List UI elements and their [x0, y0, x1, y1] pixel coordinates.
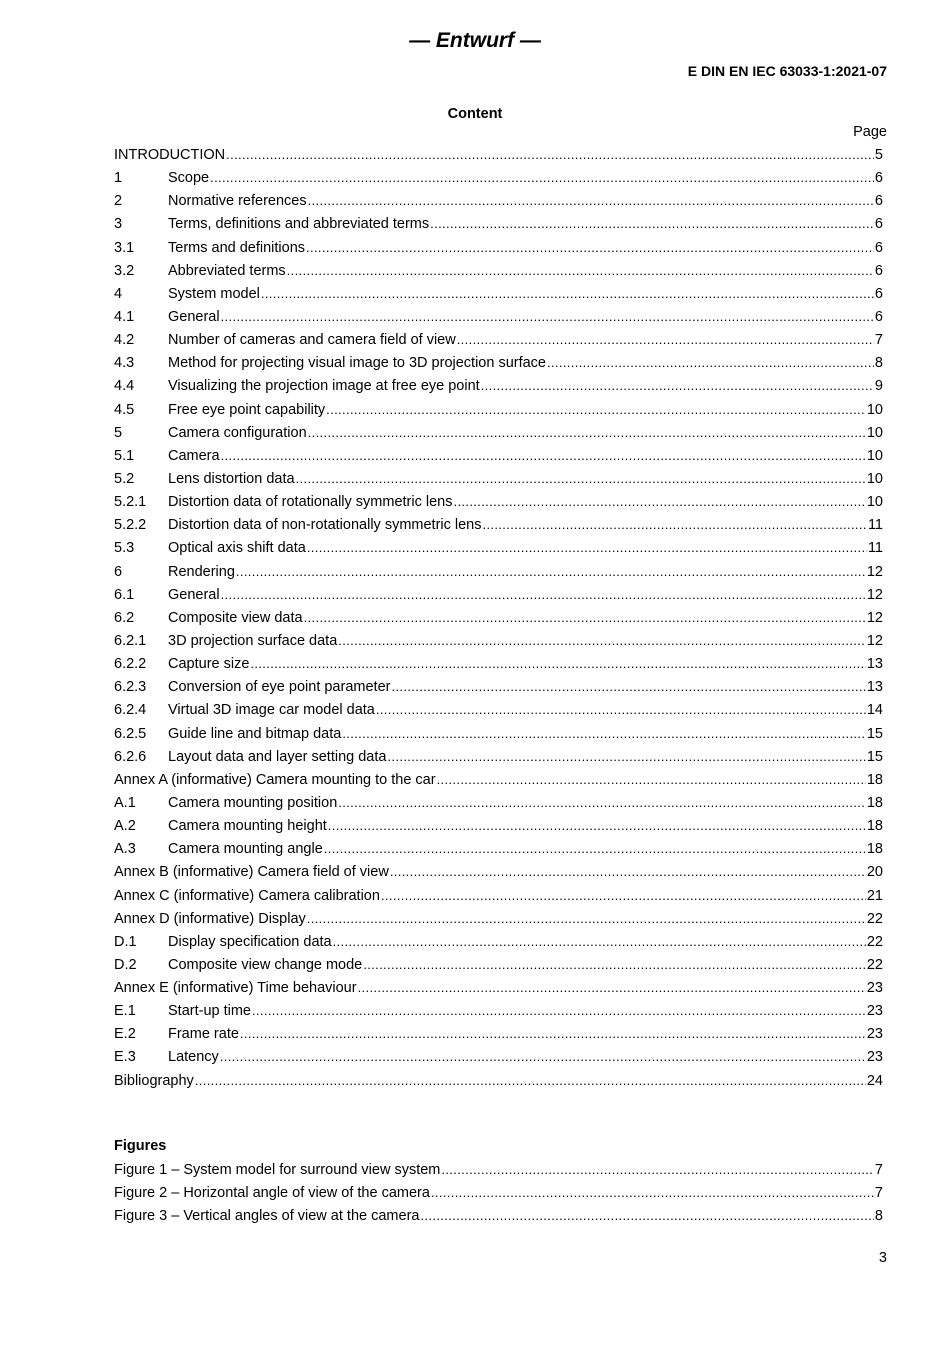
toc-entry-page: 14 [866, 702, 883, 719]
toc-entry-page: 7 [874, 332, 883, 349]
toc-entry-page: 15 [866, 748, 883, 765]
dot-leader [342, 722, 866, 745]
toc-entry-title: Lens distortion data [168, 470, 295, 487]
figures-heading: Figures [114, 1138, 167, 1154]
toc-entry-title: Abbreviated terms [168, 262, 286, 279]
toc-entry-number: 6.2.3 [114, 679, 147, 696]
toc-entry-number: 6 [114, 563, 123, 580]
toc-entry[interactable] [114, 698, 883, 721]
toc-entry-page: 13 [866, 656, 883, 673]
toc-entry[interactable] [114, 166, 883, 189]
toc-entry-number: 4.2 [114, 332, 135, 349]
toc-entry[interactable] [114, 143, 883, 166]
toc-entry-title: Rendering [168, 563, 235, 580]
toc-entry-title: Camera mounting height [168, 818, 327, 835]
toc-entry[interactable] [114, 536, 883, 559]
toc-entry-page: 10 [866, 401, 883, 418]
toc-entry[interactable] [114, 513, 883, 536]
toc-entry-title: Annex C (informative) Camera calibration [114, 887, 380, 904]
toc-entry-title: Terms and definitions [168, 239, 306, 256]
dot-leader [483, 513, 867, 536]
figure-entry-page: 8 [874, 1208, 883, 1225]
toc-entry-title: Conversion of eye point parameter [168, 679, 391, 696]
toc-entry-page: 9 [874, 378, 883, 395]
dot-leader [226, 143, 874, 166]
toc-entry-number: A.1 [114, 794, 136, 811]
toc-entry-number: A.2 [114, 818, 136, 835]
toc-entry-title: Annex B (informative) Camera field of view [114, 864, 389, 881]
toc-entry-number: D.1 [114, 933, 137, 950]
dot-leader [287, 259, 874, 282]
toc-entry[interactable] [114, 953, 883, 976]
dot-leader [220, 1045, 866, 1068]
toc-entry-page: 23 [866, 1003, 883, 1020]
dot-leader [420, 1204, 873, 1227]
toc-entry-title: Camera [168, 447, 220, 464]
toc-entry-title: Number of cameras and camera field of view [168, 332, 456, 349]
figure-entry-title: Figure 1 – System model for surround view system [114, 1162, 441, 1178]
toc-entry-page: 10 [866, 447, 883, 464]
dot-leader [338, 629, 866, 652]
figure-entry-title: Figure 3 – Vertical angles of view at the camera [114, 1208, 420, 1225]
toc-entry-number: 6.2.6 [114, 748, 147, 765]
toc-entry[interactable] [114, 282, 883, 305]
toc-entry-number: 1 [114, 170, 123, 187]
dot-leader [221, 305, 874, 328]
toc-entry[interactable] [114, 421, 883, 444]
toc-entry-number: 4 [114, 285, 123, 302]
toc-entry[interactable] [114, 212, 883, 235]
dot-leader [250, 652, 865, 675]
toc-entry[interactable] [114, 374, 883, 397]
dot-leader [252, 999, 866, 1022]
toc-entry[interactable] [114, 189, 883, 212]
toc-entry-number: E.2 [114, 1026, 136, 1043]
dot-leader [481, 374, 874, 397]
toc-entry-number: 6.2 [114, 609, 135, 626]
dot-leader [236, 560, 866, 583]
toc-entry-page: 6 [874, 193, 883, 210]
toc-entry[interactable] [114, 791, 883, 814]
toc-entry-number: 5.2.2 [114, 517, 147, 534]
toc-entry-page: 20 [866, 864, 883, 881]
dot-leader [210, 166, 874, 189]
toc-entry[interactable] [114, 1022, 883, 1045]
toc-entry-number: 6.2.5 [114, 725, 147, 742]
toc-entry[interactable] [114, 583, 883, 606]
toc-entry-title: Terms, definitions and abbreviated terms [168, 216, 430, 233]
toc-entry-title: 3D projection surface data [168, 632, 338, 649]
dot-leader [308, 421, 866, 444]
document-id: E DIN EN IEC 63033-1:2021-07 [687, 63, 887, 79]
toc-entry-page: 12 [866, 586, 883, 603]
dot-leader [307, 907, 866, 930]
toc-entry-number: D.2 [114, 956, 137, 973]
toc-entry-title: Composite view change mode [168, 956, 363, 973]
toc-entry[interactable] [114, 814, 883, 837]
figure-entry-title: Figure 2 – Horizontal angle of view of the camera [114, 1185, 430, 1202]
dot-leader [547, 351, 874, 374]
toc-entry[interactable] [114, 860, 883, 883]
toc-entry[interactable] [114, 1069, 883, 1092]
figure-entry[interactable] [114, 1158, 883, 1181]
toc-entry-number: 5.2.1 [114, 494, 147, 511]
toc-entry-title: Annex D (informative) Display [114, 910, 306, 927]
toc-entry-title: Distortion data of rotationally symmetric lens [168, 494, 453, 511]
figure-entry[interactable] [114, 1204, 883, 1227]
toc-entry[interactable] [114, 560, 883, 583]
toc-entry-title: Frame rate [168, 1026, 239, 1043]
toc-entry-page: 6 [874, 216, 883, 233]
dot-leader [307, 536, 867, 559]
toc-entry-page: 18 [866, 771, 883, 788]
toc-entry[interactable] [114, 328, 883, 351]
toc-entry-number: 2 [114, 193, 123, 210]
toc-entry-title: Distortion data of non-rotationally symmetric lens [168, 517, 482, 534]
toc-entry-number: 5 [114, 424, 123, 441]
toc-entry-title: Camera mounting angle [168, 841, 323, 858]
toc-entry-page: 22 [866, 933, 883, 950]
figure-entry-page: 7 [874, 1185, 883, 1202]
toc-entry[interactable] [114, 745, 883, 768]
toc-entry-title: Latency [168, 1049, 219, 1066]
dot-leader [387, 745, 865, 768]
dot-leader [358, 976, 866, 999]
toc-entry-number: 6.2.1 [114, 632, 147, 649]
dot-leader [390, 860, 866, 883]
dot-leader [391, 675, 865, 698]
toc-entry-title: Method for projecting visual image to 3D projection surface [168, 355, 546, 372]
toc-entry[interactable] [114, 444, 883, 467]
toc-page-label: Page [853, 124, 887, 140]
toc-entry-page: 6 [874, 285, 883, 302]
toc-entry-title: Capture size [168, 656, 250, 673]
draft-label: — Entwurf — [409, 29, 541, 52]
toc-entry-number: 5.2 [114, 470, 135, 487]
toc-entry-number: 4.5 [114, 401, 135, 418]
toc-entry-page: 6 [874, 239, 883, 256]
toc-entry[interactable] [114, 675, 883, 698]
toc-entry[interactable] [114, 629, 883, 652]
toc-entry-page: 24 [866, 1072, 883, 1089]
toc-entry[interactable] [114, 722, 883, 745]
list-of-figures [114, 1158, 883, 1227]
dot-leader [240, 1022, 866, 1045]
toc-entry-title: Visualizing the projection image at free eye point [168, 378, 480, 395]
toc-entry-title: General [168, 308, 220, 325]
toc-entry-title: INTRODUCTION [114, 147, 226, 163]
toc-entry-number: 6.2.4 [114, 702, 147, 719]
dot-leader [308, 189, 874, 212]
toc-entry[interactable] [114, 999, 883, 1022]
toc-entry-page: 11 [867, 540, 883, 557]
toc-entry[interactable] [114, 606, 883, 629]
dot-leader [457, 328, 874, 351]
toc-entry-number: 3.2 [114, 262, 135, 279]
toc-entry[interactable] [114, 398, 883, 421]
dot-leader [431, 1181, 874, 1204]
dot-leader [221, 583, 866, 606]
toc-entry-page: 5 [874, 147, 883, 163]
dot-leader [437, 768, 866, 791]
toc-entry-page: 10 [866, 494, 883, 511]
dot-leader [363, 953, 866, 976]
toc-entry-number: A.3 [114, 841, 136, 858]
toc-entry-page: 18 [866, 841, 883, 858]
toc-entry[interactable] [114, 837, 883, 860]
toc-entry-title: Camera mounting position [168, 794, 338, 811]
toc-entry-title: Camera configuration [168, 424, 307, 441]
toc-entry-title: Annex E (informative) Time behaviour [114, 980, 357, 997]
dot-leader [333, 930, 866, 953]
toc-entry-page: 18 [866, 818, 883, 835]
toc-entry[interactable] [114, 259, 883, 282]
dot-leader [221, 444, 866, 467]
figure-entry[interactable] [114, 1181, 883, 1204]
toc-entry-number: 3 [114, 216, 123, 233]
toc-entry-title: Guide line and bitmap data [168, 725, 342, 742]
toc-entry[interactable] [114, 1045, 883, 1068]
dot-leader [453, 490, 865, 513]
dot-leader [306, 236, 874, 259]
dot-leader [195, 1069, 866, 1092]
toc-entry[interactable] [114, 907, 883, 930]
toc-entry-number: 6.2.2 [114, 656, 147, 673]
toc-entry[interactable] [114, 305, 883, 328]
toc-entry[interactable] [114, 976, 883, 999]
toc-entry-page: 18 [866, 794, 883, 811]
toc-entry-title: Display specification data [168, 933, 332, 950]
toc-entry-title: Start-up time [168, 1003, 251, 1020]
toc-entry-page: 23 [866, 1049, 883, 1066]
figure-entry-page: 7 [874, 1162, 883, 1178]
toc-entry-page: 8 [874, 355, 883, 372]
toc-entry-page: 22 [866, 910, 883, 927]
dot-leader [296, 467, 866, 490]
toc-entry-page: 11 [867, 517, 883, 534]
toc-entry-title: Optical axis shift data [168, 540, 306, 557]
dot-leader [326, 398, 866, 421]
toc-entry-page: 23 [866, 980, 883, 997]
dot-leader [261, 282, 874, 305]
toc-entry-number: 4.4 [114, 378, 135, 395]
dot-leader [338, 791, 866, 814]
toc-entry-title: Annex A (informative) Camera mounting to the car [114, 771, 436, 788]
toc-entry[interactable] [114, 490, 883, 513]
toc-entry[interactable] [114, 236, 883, 259]
toc-entry-number: 4.1 [114, 308, 135, 325]
toc-entry-page: 22 [866, 956, 883, 973]
toc-entry[interactable] [114, 652, 883, 675]
toc-entry-page: 13 [866, 679, 883, 696]
toc-entry-title: Normative references [168, 193, 307, 210]
toc-entry-page: 12 [866, 632, 883, 649]
toc-entry-title: Free eye point capability [168, 401, 326, 418]
toc-entry-page: 23 [866, 1026, 883, 1043]
dot-leader [324, 837, 866, 860]
toc-entry-number: 5.3 [114, 540, 135, 557]
toc-entry[interactable] [114, 768, 883, 791]
dot-leader [441, 1158, 874, 1181]
toc-entry-number: 4.3 [114, 355, 135, 372]
toc-entry-page: 10 [866, 470, 883, 487]
toc-entry-number: 3.1 [114, 239, 135, 256]
toc-entry[interactable] [114, 467, 883, 490]
toc-entry-title: Bibliography [114, 1072, 194, 1089]
toc-entry-page: 15 [866, 725, 883, 742]
toc-entry-page: 10 [866, 424, 883, 441]
toc-entry-number: E.3 [114, 1049, 136, 1066]
toc-entry-number: 6.1 [114, 586, 135, 603]
toc-entry-page: 6 [874, 308, 883, 325]
toc-entry[interactable] [114, 351, 883, 374]
toc-entry-page: 12 [866, 609, 883, 626]
toc-entry-title: Layout data and layer setting data [168, 748, 387, 765]
toc-entry-page: 6 [874, 170, 883, 187]
toc-entry[interactable] [114, 884, 883, 907]
toc-entry-title: Virtual 3D image car model data [168, 702, 375, 719]
toc-entry-title: General [168, 586, 220, 603]
toc-entry[interactable] [114, 930, 883, 953]
page-number: 3 [878, 1250, 887, 1266]
dot-leader [376, 698, 866, 721]
dot-leader [430, 212, 874, 235]
toc-entry-title: Scope [168, 170, 210, 187]
toc-title: Content [447, 106, 503, 122]
table-of-contents [114, 143, 883, 1092]
dot-leader [328, 814, 866, 837]
toc-entry-title: System model [168, 285, 260, 302]
toc-entry-number: E.1 [114, 1003, 136, 1020]
toc-entry-page: 6 [874, 262, 883, 279]
dot-leader [304, 606, 866, 629]
dot-leader [381, 884, 866, 907]
toc-entry-title: Composite view data [168, 609, 303, 626]
toc-entry-page: 21 [866, 887, 883, 904]
toc-entry-page: 12 [866, 563, 883, 580]
toc-entry-number: 5.1 [114, 447, 135, 464]
